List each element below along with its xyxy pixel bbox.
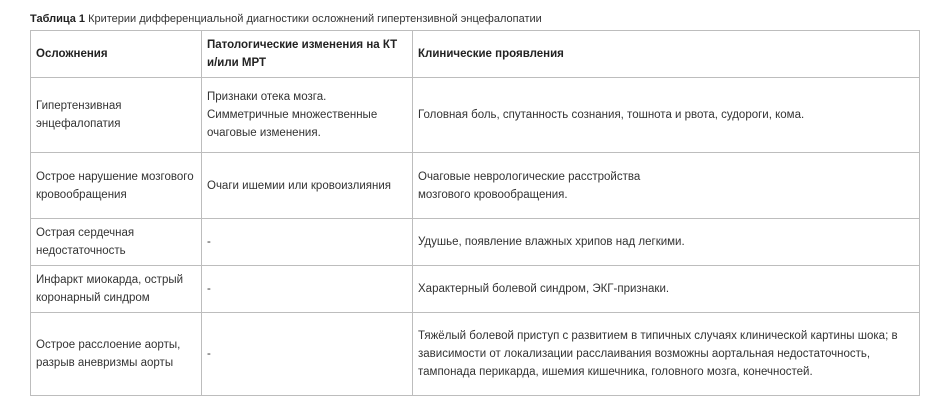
cell-imaging: - (202, 266, 413, 313)
header-imaging: Патологические изменения на КТ и/или МРТ (202, 31, 413, 78)
cell-complication: Острая сердечная недостаточность (31, 219, 202, 266)
cell-clinical: Тяжёлый болевой приступ с развитием в типичных случаях клинической картины шока; в зависимости от локализации расслаивания возможны аортальная недостаточность, тампонада перикарда, ишемия кишечника, головного мозга, конечностей. (413, 313, 920, 396)
cell-imaging: - (202, 313, 413, 396)
cell-complication: Острое нарушение мозгового кровообращения (31, 153, 202, 219)
header-clinical: Клинические проявления (413, 31, 920, 78)
table-caption-text: Критерии дифференциальной диагностики осложнений гипертензивной энцефалопатии (88, 13, 542, 25)
table-row (31, 78, 920, 153)
cell-complication: Инфаркт миокарда, острый коронарный синдром (31, 266, 202, 313)
table-caption (30, 13, 542, 25)
table-row (31, 266, 920, 313)
cell-clinical: Удушье, появление влажных хрипов над легкими. (413, 219, 920, 266)
header-complications: Осложнения (31, 31, 202, 78)
cell-imaging: Очаги ишемии или кровоизлияния (202, 153, 413, 219)
cell-clinical: Характерный болевой синдром, ЭКГ-признаки. (413, 266, 920, 313)
cell-complication: Острое расслоение аорты, разрыв аневризмы аорты (31, 313, 202, 396)
cell-imaging: - (202, 219, 413, 266)
table-row (31, 153, 920, 219)
table-row (31, 219, 920, 266)
cell-complication: Гипертензивная энцефалопатия (31, 78, 202, 153)
criteria-table (30, 30, 920, 396)
cell-imaging: Признаки отека мозга. Симметричные множественные очаговые изменения. (202, 78, 413, 153)
table-caption-label: Таблица 1 (30, 13, 86, 25)
table-header-row (31, 31, 920, 78)
cell-clinical-text: Очаговые неврологические расстройства мозгового кровообращения. (418, 170, 641, 201)
table-row (31, 313, 920, 396)
cell-clinical: Головная боль, спутанность сознания, тошнота и рвота, судороги, кома. (413, 78, 920, 153)
cell-clinical (413, 153, 920, 219)
